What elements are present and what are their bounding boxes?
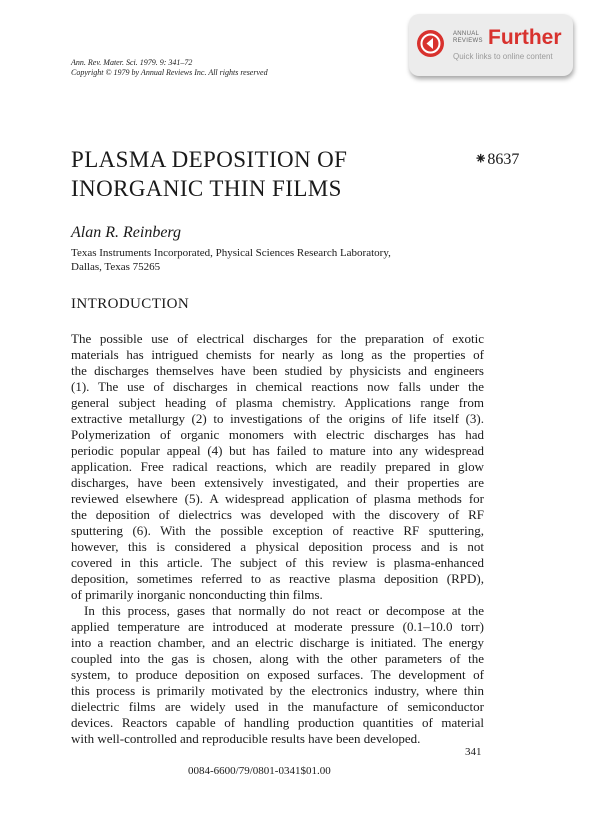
- body-line: discharges, have been extensively investigated, and their properties are: [71, 475, 484, 490]
- body-line: the deposition of dielectrics was developed with the discovery of RF: [71, 507, 484, 522]
- body-line: reviewed elsewhere (5). A widespread application of plasma methods for: [71, 491, 484, 506]
- badge-subtitle: Quick links to online content: [453, 52, 553, 61]
- article-title: [71, 145, 431, 203]
- body-line: however, this is considered a physical deposition process and is not: [71, 539, 484, 554]
- body-text: [71, 331, 484, 747]
- journal-line-2: Copyright © 1979 by Annual Reviews Inc. All rights reserved: [71, 68, 268, 77]
- body-line: (1). The use of discharges in chemical reactions now falls under the: [71, 379, 484, 394]
- body-line: periodic popular appeal (4) but has failed to mature into any widespread: [71, 443, 484, 458]
- author-affiliation: [71, 246, 391, 274]
- affiliation-line-1: Texas Instruments Incorporated, Physical Sciences Research Laboratory,: [71, 247, 391, 259]
- body-line: general subject heading of plasma chemistry. Applications range from: [71, 395, 484, 410]
- body-line: application. Free radical reactions, which are readily prepared in glow: [71, 459, 484, 474]
- annual-reviews-logo: ANNUAL REVIEWS: [453, 31, 483, 44]
- page-number: 341: [465, 746, 482, 758]
- body-line: In this process, gases that normally do not react or decompose at the: [84, 603, 484, 618]
- body-line: the discharges themselves have been studied by physicists and engineers: [71, 363, 484, 378]
- body-line: dielectric films are widely used in the manufacture of semiconductor: [71, 699, 484, 714]
- section-heading: INTRODUCTION: [71, 296, 190, 312]
- body-line: covered in this article. The subject of this review is plasma-enhanced: [71, 555, 484, 570]
- body-line: system, to produce deposition on exposed surfaces. The development of: [71, 667, 484, 682]
- body-line: with well-controlled and reproducible results have been developed.: [71, 731, 421, 746]
- body-line: sputtering (6). With the possible exception of reactive RF sputtering,: [71, 523, 484, 538]
- body-line: this process is primarily motivated by the electronics industry, where thin: [71, 683, 484, 698]
- body-line: coupled into the gas is chosen, along with the other parameters of the: [71, 651, 484, 666]
- body-line: into a reaction chamber, and an electric discharge is initiated. The energy: [71, 635, 484, 650]
- footer-code: 0084-6600/79/0801-0341$01.00: [188, 765, 331, 777]
- title-line-1: PLASMA DEPOSITION OF: [71, 147, 348, 172]
- title-line-2: INORGANIC THIN FILMS: [71, 176, 342, 201]
- body-line: Polymerization of organic monomers with electric discharges has had: [71, 427, 484, 442]
- body-line: materials has intrigued chemists for nearly as long as the properties of: [71, 347, 484, 362]
- arrow-left-icon: [417, 30, 444, 57]
- body-line: The possible use of electrical discharges for the preparation of exotic: [71, 331, 484, 346]
- journal-citation: [71, 58, 268, 78]
- author-name: Alan R. Reinberg: [71, 224, 182, 241]
- body-line: of primarily inorganic nonconducting thin films.: [71, 587, 323, 602]
- body-line: extractive metallurgy (2) to investigations of the origins of life itself (3).: [71, 411, 484, 426]
- affiliation-line-2: Dallas, Texas 75265: [71, 261, 161, 273]
- further-wordmark: Further: [488, 26, 562, 49]
- journal-line-1: Ann. Rev. Mater. Sci. 1979. 9: 341–72: [71, 58, 193, 67]
- body-line: applied temperature are introduced at moderate pressure (0.1–10.0 torr): [71, 619, 484, 634]
- further-links-badge[interactable]: [409, 14, 573, 76]
- body-line: deposition, sometimes referred to as reactive plasma deposition (RPD),: [71, 571, 484, 586]
- article-code: ⁕8637: [474, 151, 520, 168]
- body-line: devices. Reactors capable of handling production quantities of material: [71, 715, 484, 730]
